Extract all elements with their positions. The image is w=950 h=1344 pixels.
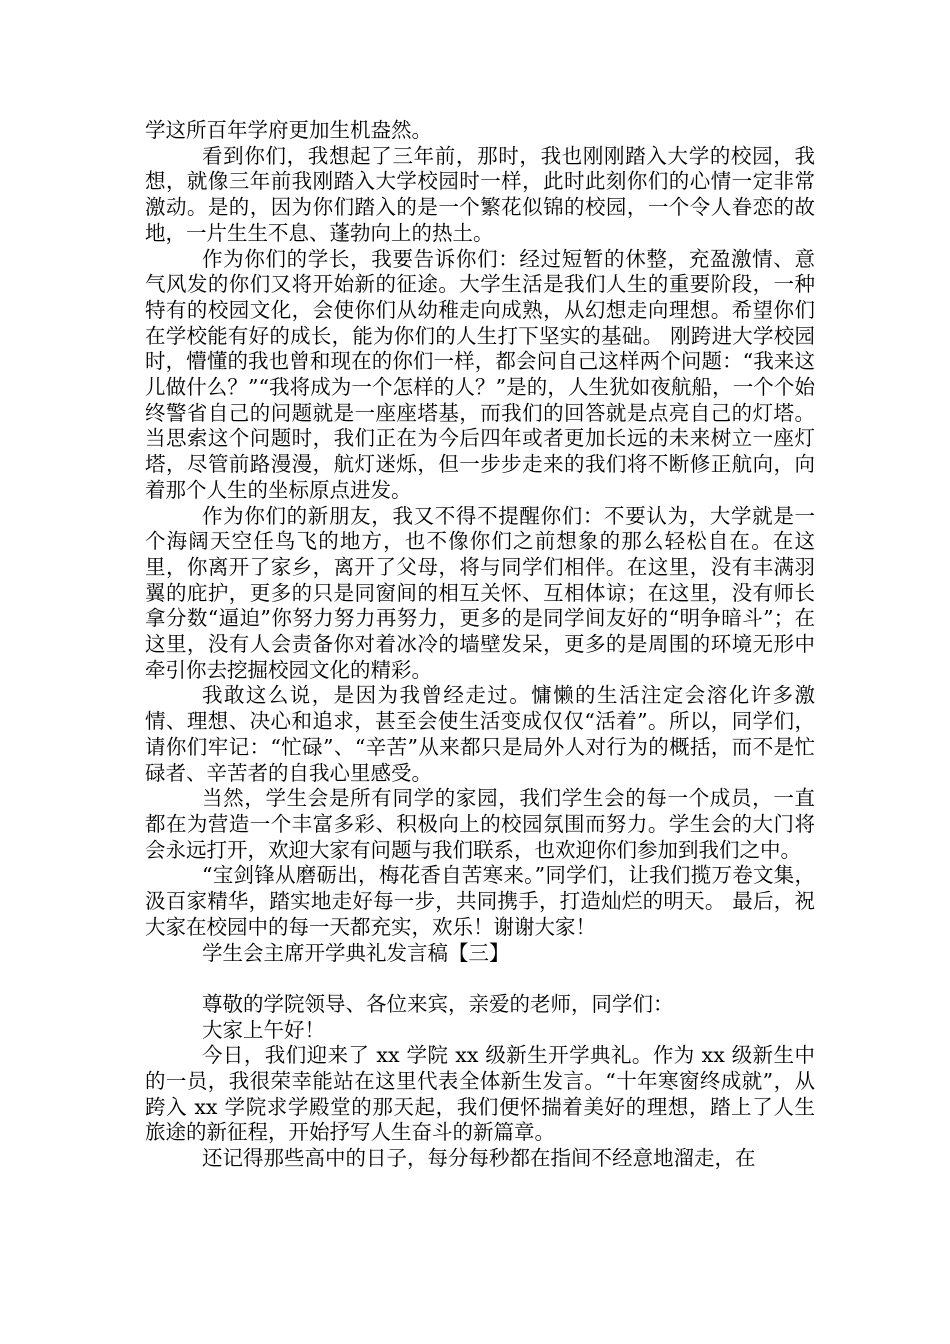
- paragraph-continuation: 学这所百年学府更加生机盎然。: [145, 118, 432, 142]
- paragraph: 看到你们，我想起了三年前，那时，我也刚刚踏入大学的校园，我想，就像三年前我刚踏入大学校园时一样，此时此刻你们的心情一定非常激动。是的，因为你们踏入的是一个繁花似锦的校园，一个令人眷恋的故地，一片生生不息、蓬勃向上的热土。: [145, 143, 815, 245]
- blank-line: [145, 966, 815, 992]
- salutation: 尊敬的学院领导、各位来宾，亲爱的老师，同学们：: [202, 991, 674, 1016]
- greeting: 大家上午好！: [202, 1017, 325, 1042]
- paragraph: 作为你们的学长，我要告诉你们：经过短暂的休整，充盈激情、意气风发的你们又将开始新的征途。大学生活是我们人生的重要阶段，一种特有的校园文化，会使你们从幼稚走向成熟，从幻想走向理想。希望你们在学校能有好的成长，能为你们的人生打下坚实的基础。 刚跨进大学校园时，懵懂的我也曾和现在的你们一样，都会问自己这样两个问题：“我来这儿做什么？”“我将成为一个怎样的人？”是的，人生犹如夜航船，一个个始终警省自己的问题就是一座座塔基，而我们的回答就是点亮自己的灯塔。当思索这个问题时，我们正在为今后四年或者更加长远的未来树立一座灯塔，尽管前路漫漫，航灯迷烁，但一步步走来的我们将不断修正航向，向着那个人生的坐标原点进发。: [145, 246, 815, 502]
- paragraph: 当然，学生会是所有同学的家园，我们学生会的每一个成员，一直都在为营造一个丰富多彩、积极向上的校园氛围而努力。学生会的大门将会永远打开，欢迎大家有问题与我们联系，也欢迎你们参加到我们之中。: [145, 786, 815, 862]
- paragraph: 今日，我们迎来了 xx 学院 xx 级新生开学典礼。作为 xx 级新生中的一员，我很荣幸能站在这里代表全体新生发言。“十年寒窗终成就”，从跨入 xx 学院求学殿堂的那天起，我们便怀揣着美好的理想，踏上了人生旅途的新征程，开始抒写人生奋斗的新篇章。: [145, 1043, 815, 1145]
- paragraph: “宝剑锋从磨砺出，梅花香自苦寒来。”同学们，让我们揽万卷文集，汲百家精华，踏实地走好每一步，共同携手，打造灿烂的明天。 最后，祝大家在校园中的每一天都充实，欢乐！谢谢大家！: [145, 863, 815, 939]
- section-heading: 学生会主席开学典礼发言稿【三】: [202, 940, 510, 965]
- paragraph: 还记得那些高中的日子，每分每秒都在指间不经意地溜走，在: [202, 1146, 756, 1171]
- document-page: [145, 118, 815, 1172]
- paragraph: 作为你们的新朋友，我又不得不提醒你们：不要认为，大学就是一个海阔天空任鸟飞的地方，也不像你们之前想象的那么轻松自在。在这里，你离开了家乡，离开了父母，将与同学们相伴。在这里，没有丰满羽翼的庇护，更多的只是同窗间的相互关怀、互相体谅；在这里，没有师长拿分数“逼迫”你努力努力再努力，更多的是同学间友好的“明争暗斗”；在这里，没有人会责备你对着冰冷的墙壁发呆，更多的是周围的环境无形中牵引你去挖掘校园文化的精彩。: [145, 503, 815, 682]
- paragraph: 我敢这么说，是因为我曾经走过。慵懒的生活注定会溶化许多激情、理想、决心和追求，甚至会使生活变成仅仅“活着”。所以，同学们，请你们牢记：“忙碌”、“辛苦”从来都只是局外人对行为的概括，而不是忙碌者、辛苦者的自我心里感受。: [145, 683, 815, 785]
